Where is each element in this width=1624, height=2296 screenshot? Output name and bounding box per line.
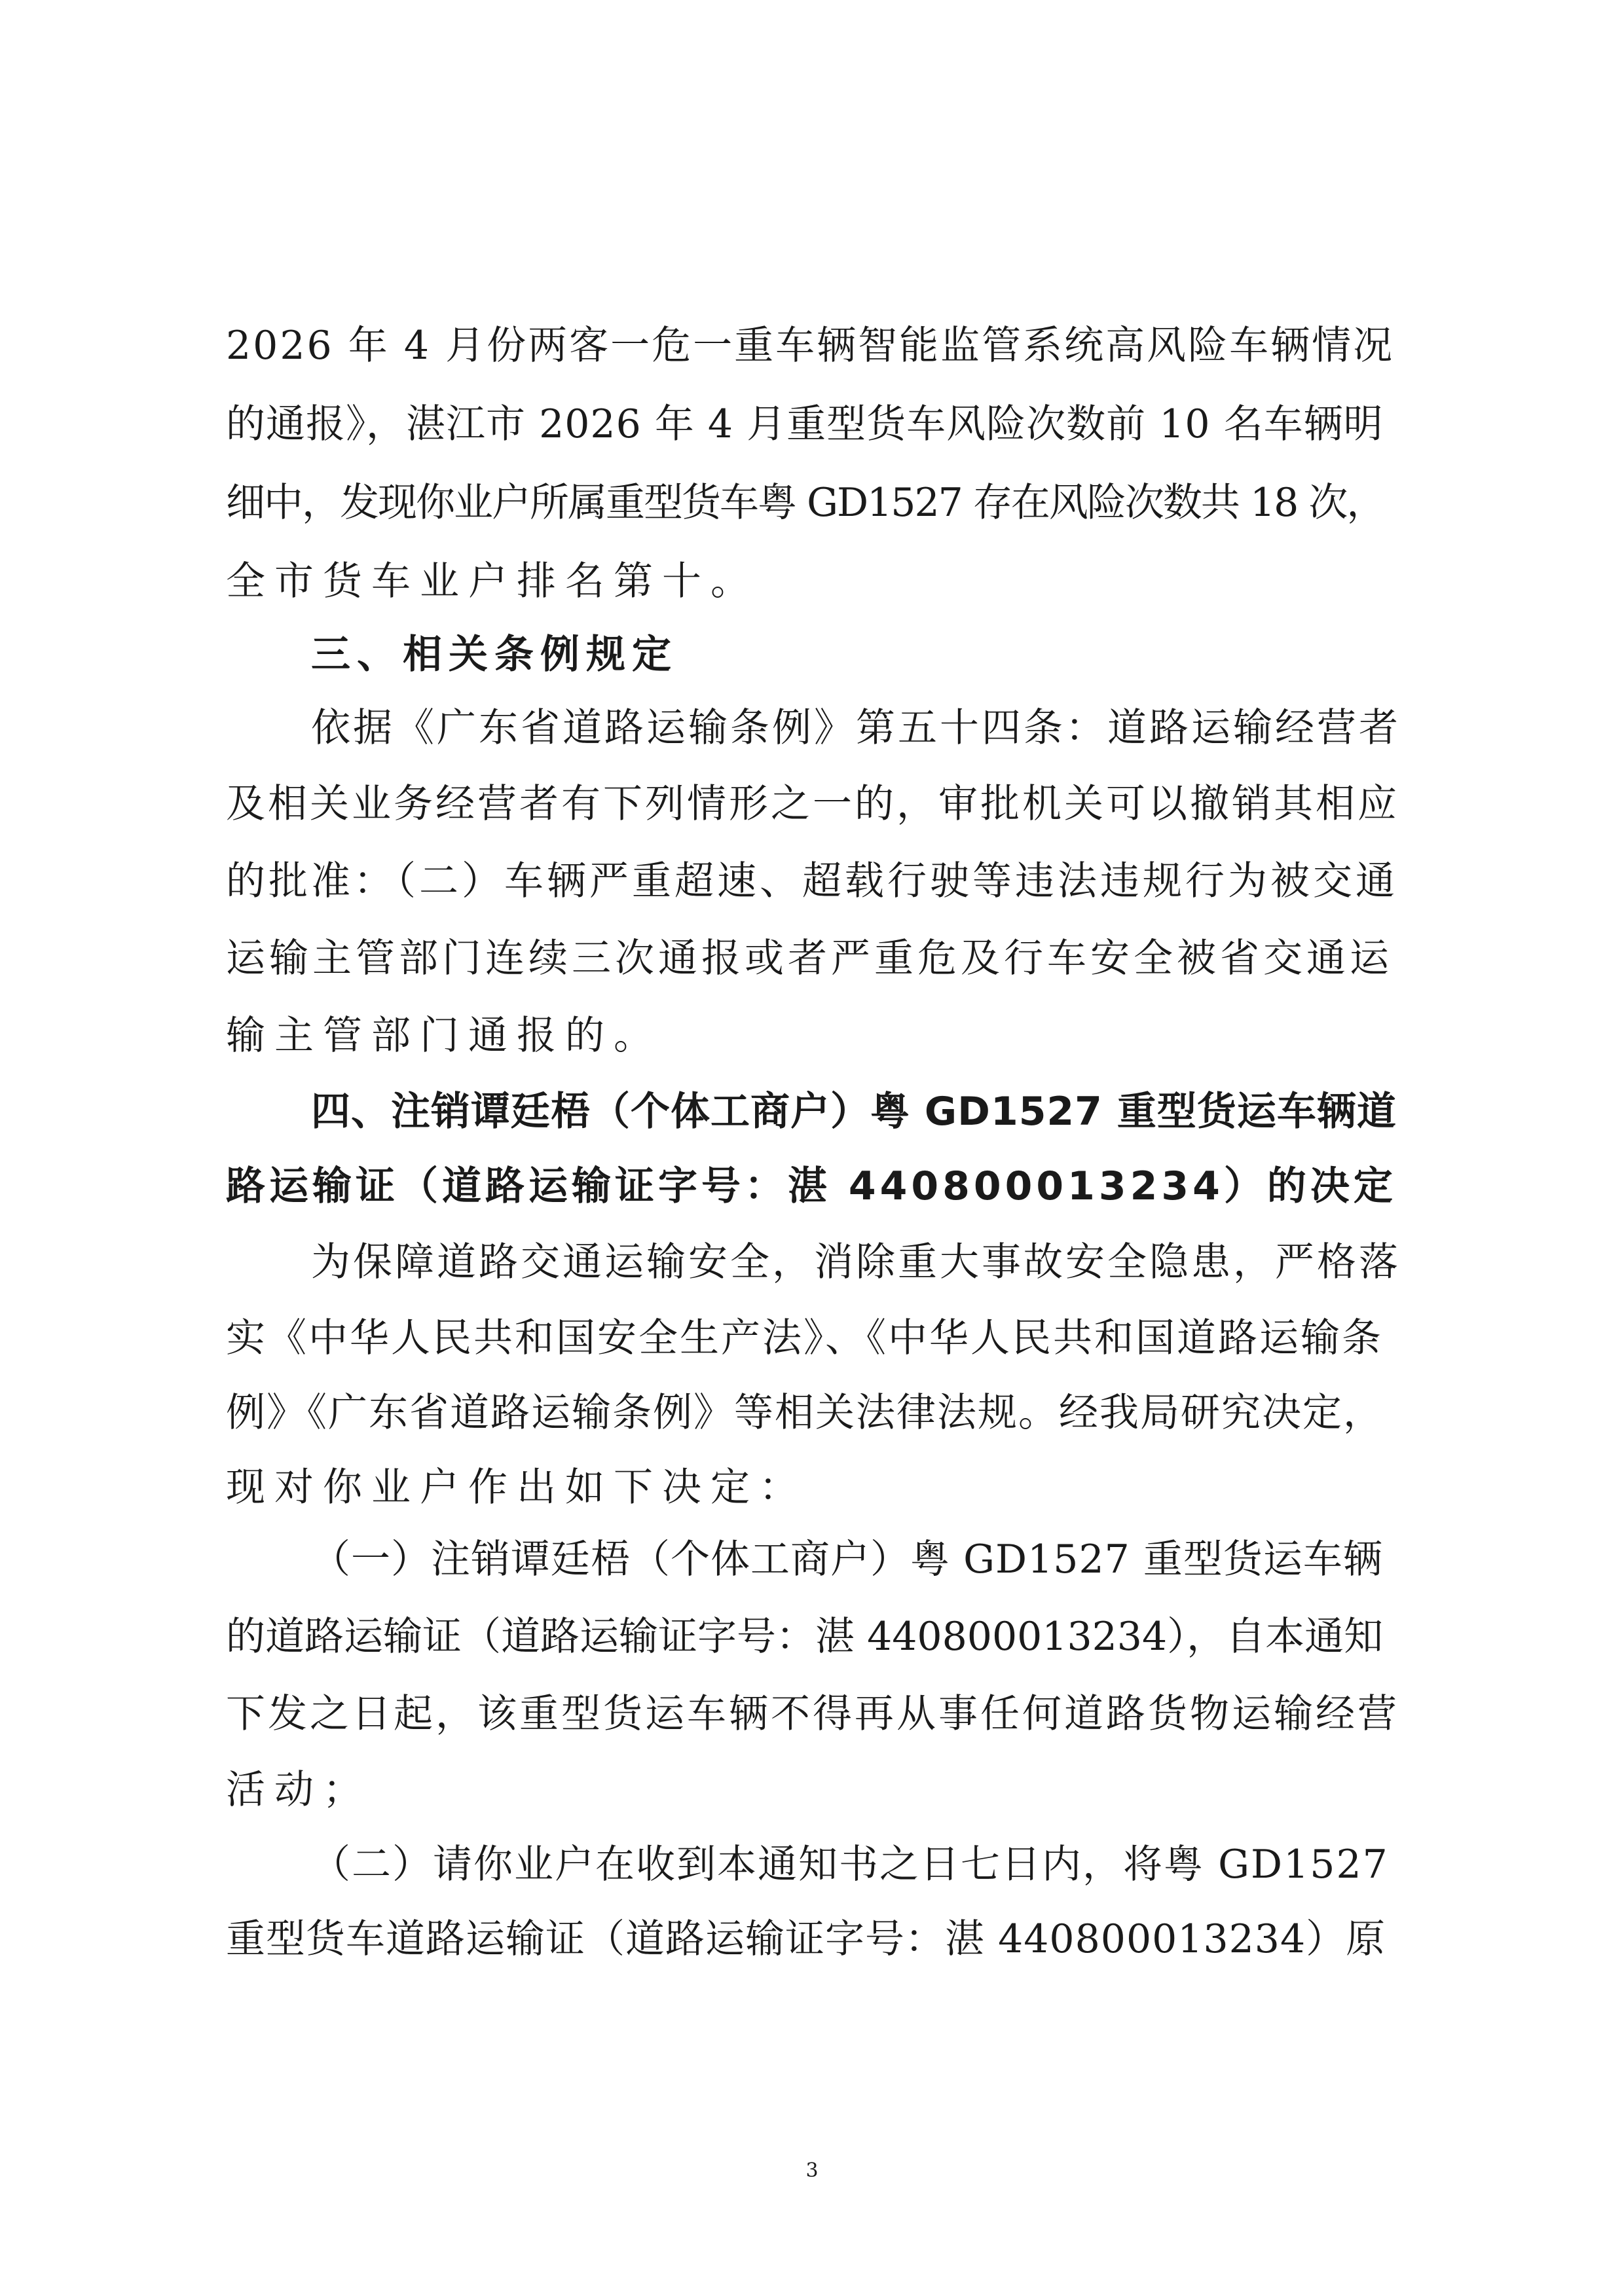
body-line: 2026 年 4 月份两客一危一重车辆智能监管系统高风险车辆情况 [226, 323, 1395, 369]
page-number: 3 [805, 2159, 819, 2182]
body-line: 依据《广东省道路运输条例》第五十四条：道路运输经营者 [311, 705, 1401, 751]
section-heading: 路运输证（道路运输证字号：湛 440800013234）的决定 [226, 1163, 1397, 1209]
section-heading: 三、相关条例规定 [311, 632, 678, 678]
body-line: 的道路运输证（道路运输证字号：湛 440800013234），自本通知 [226, 1614, 1384, 1660]
body-line: 输主管部门通报的。 [226, 1013, 662, 1059]
body-line: （一）注销谭廷梧（个体工商户）粤 GD1527 重型货运车辆 [311, 1537, 1383, 1582]
body-line: 全市货车业户排名第十。 [226, 558, 759, 604]
body-line: 细中，发现你业户所属重型货车粤 GD1527 存在风险次数共 18 次， [226, 480, 1385, 526]
body-line: 实《中华人民共和国安全生产法》、《中华人民共和国道路运输条 [226, 1315, 1383, 1361]
body-line: 重型货车道路运输证（道路运输证字号：湛 440800013234）原 [226, 1916, 1386, 1962]
body-line: 下发之日起，该重型货运车辆不得再从事任何道路货物运输经营 [226, 1691, 1399, 1737]
body-line: 及相关业务经营者有下列情形之一的，审批机关可以撤销其相应 [226, 781, 1399, 827]
section-heading: 四、注销谭廷梧（个体工商户）粤 GD1527 重型货运车辆道 [311, 1089, 1397, 1135]
body-line: 的批准：（二）车辆严重超速、超载行驶等违法违规行为被交通 [226, 858, 1398, 904]
body-line: 运输主管部门连续三次通报或者严重危及行车安全被省交通运 [226, 936, 1393, 981]
body-line: 现对你业户作出如下决定： [226, 1465, 807, 1510]
body-line: 例》《广东省道路运输条例》等相关法律法规。经我局研究决定， [226, 1390, 1384, 1436]
body-line: 活动； [226, 1767, 371, 1813]
body-line: 为保障道路交通运输安全，消除重大事故安全隐患，严格落 [311, 1239, 1401, 1285]
body-line: 的通报》，湛江市 2026 年 4 月重型货车风险次数前 10 名车辆明 [226, 401, 1384, 447]
body-line: （二）请你业户在收到本通知书之日七日内，将粤 GD1527 [311, 1842, 1389, 1887]
